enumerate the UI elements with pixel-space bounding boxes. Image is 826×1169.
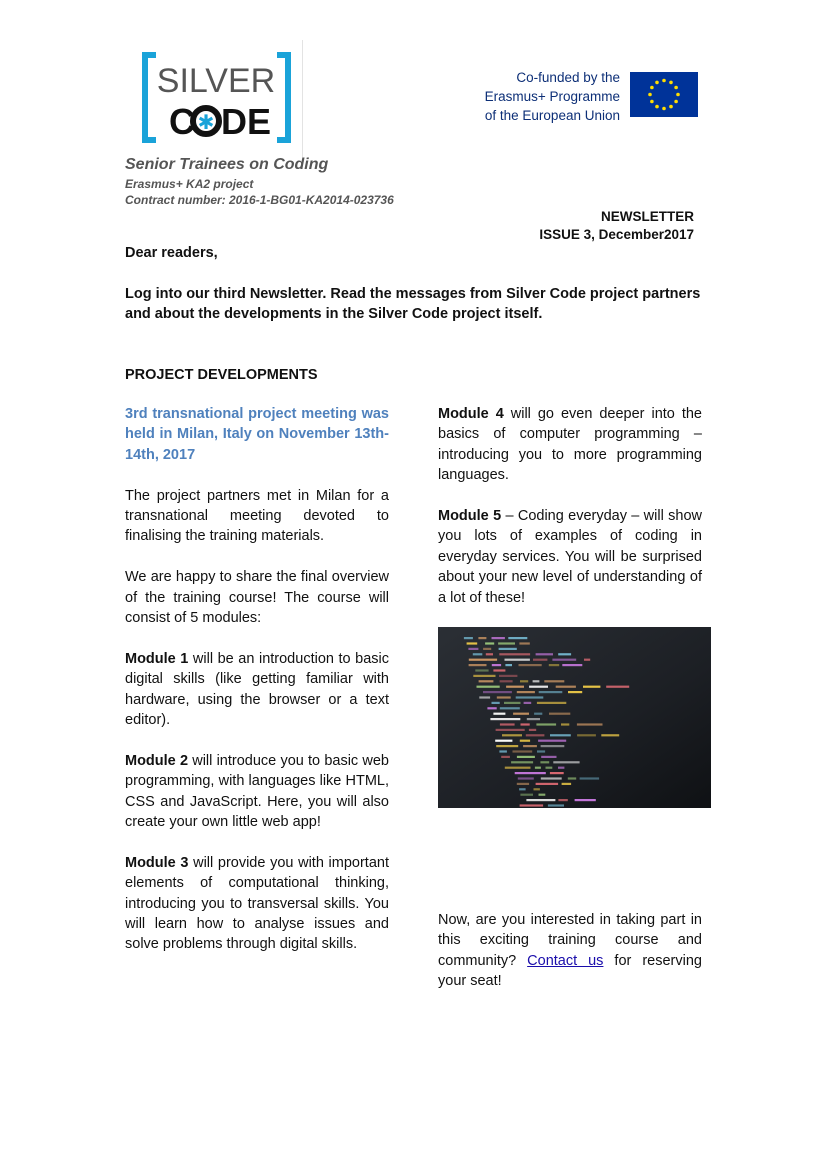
code-token [505,664,512,666]
module-5-text: – Coding everyday – will show you lots of examples of coding in everyday services. You will be surprised about your new level of understanding of a lot of these! [438,508,702,606]
closing-paragraph [438,910,702,992]
issue-info [539,208,694,244]
code-token [562,664,582,666]
closing-text-end: for reserving your seat! [438,952,702,990]
eu-flag-icon [630,72,698,117]
code-token [541,756,556,758]
code-token [544,680,564,682]
code-token [498,642,515,644]
eu-star-icon [655,81,659,85]
code-token [606,686,629,688]
left-bracket-icon [142,52,156,143]
code-token [485,642,494,644]
code-token [508,637,527,639]
intro-paragraph: Log into our third Newsletter. Read the messages from Silver Code project partners and about the developments in the Silver Code project itself. [125,286,701,323]
eu-star-icon [662,107,666,111]
code-token [516,696,544,698]
code-token [535,767,541,769]
code-token [541,777,562,779]
code-token [527,718,540,720]
code-token [541,745,565,747]
code-token [499,675,517,677]
code-token [550,772,564,774]
code-token [496,745,518,747]
code-token [517,691,535,693]
code-token [539,691,563,693]
eu-star-icon [648,93,652,97]
closing-text-start: Now, are you interested in taking part in this exciting training course and community? [438,912,702,969]
code-token [524,702,532,704]
code-token [487,707,496,709]
code-token [501,756,510,758]
code-token [515,772,546,774]
code-token [483,691,512,693]
code-token [536,783,559,785]
logo-text-silver: SILVER [156,62,276,100]
code-token [499,648,517,650]
code-token [539,794,546,796]
code-token [533,680,540,682]
code-token [505,659,530,661]
right-bracket-icon [277,52,291,143]
code-token [473,653,483,655]
code-token [486,653,493,655]
code-token [519,788,526,790]
code-token [469,659,497,661]
code-token [473,675,495,677]
eu-star-icon [655,105,659,109]
code-token [561,723,569,725]
module-1-paragraph [125,649,389,731]
code-token [500,707,520,709]
code-token [584,659,590,661]
eu-line-2: Erasmus+ Programme [484,89,620,104]
newsletter-label: NEWSLETTER [601,209,694,224]
code-token [519,664,542,666]
code-token [502,734,522,736]
code-token [499,750,507,752]
eu-star-icon [662,79,666,83]
module-4-text: will go even deeper into the basics of computer programming – introducing you to more programming languages. [438,406,702,484]
code-token [548,804,564,806]
code-token [483,648,491,650]
module-3-text: will provide you with important elements of computational thinking, introducing you to transversal skills. You will learn how to analyse issues and solve problems through digital skills. [125,854,389,953]
left-column [125,404,389,975]
code-token [558,653,571,655]
code-token [520,740,530,742]
code-token [475,669,488,671]
code-token [519,642,529,644]
code-token [504,702,521,704]
module-3-label: Module 3 [125,854,189,871]
asterisk-icon: ✱ [197,110,215,134]
code-token [537,750,545,752]
logo-text-c: C [169,101,195,142]
eu-line-1: Co-funded by the [516,70,620,85]
module-4-paragraph [438,404,702,486]
right-column [438,404,702,628]
code-token [540,761,549,763]
module-4-label: Module 4 [438,406,504,422]
logo-text-de: DE [220,101,272,142]
code-token [479,696,490,698]
code-token [538,740,566,742]
code-token [549,713,570,715]
code-token [468,648,478,650]
code-token [521,723,530,725]
code-token [478,637,486,639]
code-token [537,702,566,704]
code-token [499,653,530,655]
code-token [529,686,548,688]
contract-number: Contract number: 2016-1-BG01-KA2014-023736 [125,193,394,207]
eu-star-icon [650,86,654,90]
code-token [568,691,582,693]
code-token [506,686,524,688]
code-token [505,767,531,769]
code-token [536,723,556,725]
code-token [517,783,529,785]
code-token [536,653,553,655]
code-token [553,761,579,763]
code-token [529,729,536,731]
code-screen-photo [438,627,711,808]
code-token [520,804,544,806]
code-token [526,734,545,736]
code-token [520,794,533,796]
code-token [500,723,515,725]
code-token [520,680,528,682]
code-token [479,680,494,682]
code-token [493,713,505,715]
project-type: Erasmus+ KA2 project [125,177,254,191]
eu-star-icon [650,100,654,104]
issue-number: ISSUE 3, December2017 [539,227,694,242]
code-token [467,642,478,644]
code-token [583,686,600,688]
module-5-label: Module 5 [438,508,502,525]
project-title: Senior Trainees on Coding [125,156,329,173]
code-token [492,637,505,639]
code-token [577,723,603,725]
section-heading: PROJECT DEVELOPMENTS [125,367,318,383]
code-token [513,713,529,715]
code-token [493,669,505,671]
code-token [526,799,555,801]
code-token [469,664,487,666]
code-token [500,680,513,682]
code-token [558,799,567,801]
code-token [562,783,572,785]
module-2-text: will introduce you to basic web programming, with languages like HTML, CSS and JavaScript. Here, you will also create your own little web app! [125,752,389,831]
code-token [580,777,600,779]
code-token [513,750,533,752]
code-token [550,734,571,736]
code-token [533,659,547,661]
module-3-paragraph [125,853,389,955]
code-token [511,761,533,763]
code-token [523,745,537,747]
logo-divider [302,40,303,158]
silver-code-logo [140,50,295,145]
eu-funding-text [470,68,620,125]
meeting-heading: 3rd transnational project meeting was held in Milan, Italy on November 13th-14th, 2017 [125,406,389,463]
code-token [497,696,511,698]
eu-star-icon [674,86,678,90]
code-token [464,637,473,639]
code-token [518,777,534,779]
code-token [490,718,520,720]
salutation: Dear readers, [125,245,218,261]
code-token [546,767,553,769]
code-token [556,686,576,688]
module-1-text: will be an introduction to basic digital skills (like getting familiar with hardware, using the browser or a text editor). [125,650,389,729]
module-1-label: Module 1 [125,650,189,667]
code-token [577,734,596,736]
module-2-label: Module 2 [125,752,189,769]
overview-paragraph: We are happy to share the final overview of the training course! The course will consist of 5 modules: [125,569,389,627]
eu-line-3: of the European Union [484,108,620,123]
code-token [492,702,500,704]
eu-star-icon [669,81,673,85]
code-token [552,659,576,661]
eu-star-icon [669,105,673,109]
code-token [495,740,512,742]
eu-star-icon [676,93,680,97]
code-token [568,777,576,779]
module-2-paragraph [125,751,389,833]
code-token [492,664,501,666]
code-token [534,713,542,715]
eu-star-icon [674,100,678,104]
code-token [477,686,500,688]
code-token [601,734,619,736]
code-token [534,788,540,790]
meeting-paragraph: The project partners met in Milan for a transnational meeting devoted to finalising the training materials. [125,487,389,545]
code-token [575,799,596,801]
code-token [549,664,559,666]
code-token [558,767,564,769]
module-5-paragraph [438,506,702,608]
code-token [517,756,535,758]
code-token [496,729,525,731]
contact-us-link[interactable]: Contact us [527,952,604,969]
